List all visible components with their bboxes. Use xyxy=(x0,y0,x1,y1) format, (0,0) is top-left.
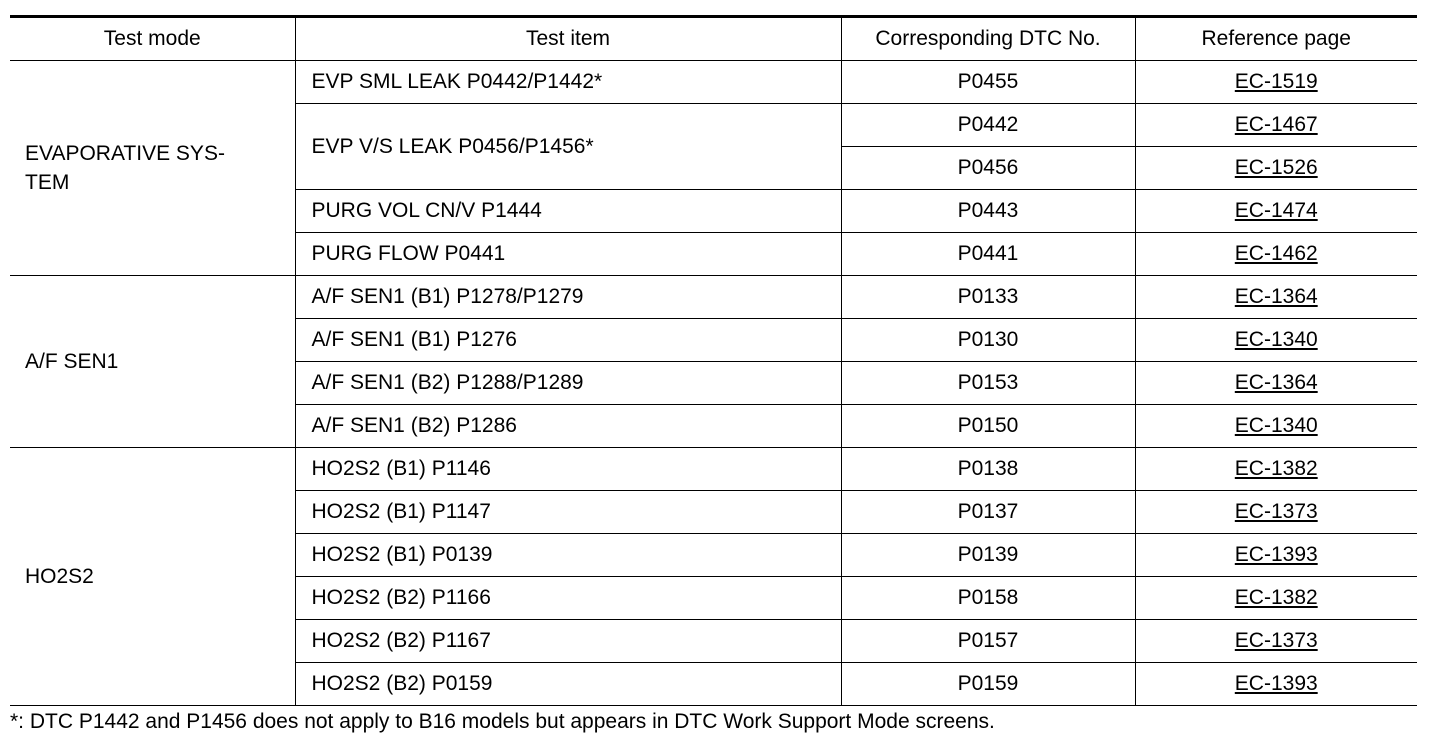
header-test-mode: Test mode xyxy=(10,17,295,61)
test-mode-cell xyxy=(10,61,295,276)
table-row xyxy=(10,61,1417,104)
header-row xyxy=(10,17,1417,61)
dtc-number-cell: P0456 xyxy=(841,147,1135,190)
reference-page-cell xyxy=(1135,534,1417,577)
reference-page-link[interactable]: EC-1393 xyxy=(1234,543,1318,566)
dtc-number-cell: P0139 xyxy=(841,534,1135,577)
reference-page-cell xyxy=(1135,190,1417,233)
reference-page-link[interactable]: EC-1364 xyxy=(1234,371,1318,394)
footnote: *: DTC P1442 and P1456 does not apply to B16 models but appears in DTC Work Support Mode screens. xyxy=(10,710,995,733)
reference-page-cell xyxy=(1135,61,1417,104)
test-item-cell: HO2S2 (B1) P0139 xyxy=(295,534,841,577)
reference-page-link[interactable]: EC-1373 xyxy=(1234,500,1318,523)
reference-page-cell xyxy=(1135,147,1417,190)
reference-page-link[interactable]: EC-1340 xyxy=(1234,414,1318,437)
dtc-number-cell: P0133 xyxy=(841,276,1135,319)
test-item-cell: A/F SEN1 (B2) P1288/P1289 xyxy=(295,362,841,405)
table-body xyxy=(10,61,1417,706)
test-item-cell: HO2S2 (B2) P0159 xyxy=(295,663,841,706)
test-item-cell: PURG VOL CN/V P1444 xyxy=(295,190,841,233)
dtc-number-cell: P0150 xyxy=(841,405,1135,448)
test-item-cell: HO2S2 (B2) P1166 xyxy=(295,577,841,620)
reference-page-link[interactable]: EC-1340 xyxy=(1234,328,1318,351)
reference-page-cell xyxy=(1135,319,1417,362)
dtc-number-cell: P0157 xyxy=(841,620,1135,663)
header-dtc-no: Corresponding DTC No. xyxy=(841,17,1135,61)
reference-page-link[interactable]: EC-1462 xyxy=(1234,242,1318,265)
dtc-work-support-table xyxy=(10,15,1417,706)
reference-page-link[interactable]: EC-1364 xyxy=(1234,285,1318,308)
reference-page-link[interactable]: EC-1526 xyxy=(1234,156,1318,179)
reference-page-link[interactable]: EC-1382 xyxy=(1234,457,1318,480)
header-reference-page: Reference page xyxy=(1135,17,1417,61)
test-item-cell: EVP SML LEAK P0442/P1442* xyxy=(295,61,841,104)
reference-page-link[interactable]: EC-1373 xyxy=(1234,629,1318,652)
dtc-number-cell: P0159 xyxy=(841,663,1135,706)
reference-page-cell xyxy=(1135,663,1417,706)
test-mode-label: HO2S2 xyxy=(25,565,94,588)
dtc-number-cell: P0138 xyxy=(841,448,1135,491)
test-mode-label: A/F SEN1 xyxy=(25,350,119,373)
reference-page-cell xyxy=(1135,405,1417,448)
dtc-number-cell: P0153 xyxy=(841,362,1135,405)
dtc-number-cell: P0455 xyxy=(841,61,1135,104)
dtc-number-cell: P0130 xyxy=(841,319,1135,362)
reference-page-link[interactable]: EC-1467 xyxy=(1234,113,1318,136)
table-header xyxy=(10,17,1417,61)
dtc-number-cell: P0137 xyxy=(841,491,1135,534)
test-item-cell: PURG FLOW P0441 xyxy=(295,233,841,276)
test-item-cell: EVP V/S LEAK P0456/P1456* xyxy=(295,104,841,190)
reference-page-cell xyxy=(1135,276,1417,319)
reference-page-link[interactable]: EC-1474 xyxy=(1234,199,1318,222)
table-row xyxy=(10,276,1417,319)
reference-page-cell xyxy=(1135,448,1417,491)
reference-page-cell xyxy=(1135,233,1417,276)
dtc-number-cell: P0158 xyxy=(841,577,1135,620)
reference-page-link[interactable]: EC-1519 xyxy=(1234,70,1318,93)
reference-page-cell xyxy=(1135,577,1417,620)
reference-page-link[interactable]: EC-1382 xyxy=(1234,586,1318,609)
dtc-number-cell: P0442 xyxy=(841,104,1135,147)
reference-page-cell xyxy=(1135,104,1417,147)
table-row xyxy=(10,448,1417,491)
test-item-cell: HO2S2 (B1) P1146 xyxy=(295,448,841,491)
test-mode-label: EVAPORATIVE SYS-TEM xyxy=(25,142,225,194)
test-item-cell: HO2S2 (B1) P1147 xyxy=(295,491,841,534)
test-item-cell: HO2S2 (B2) P1167 xyxy=(295,620,841,663)
reference-page-cell xyxy=(1135,491,1417,534)
header-test-item: Test item xyxy=(295,17,841,61)
dtc-number-cell: P0441 xyxy=(841,233,1135,276)
test-mode-cell xyxy=(10,276,295,448)
reference-page-cell xyxy=(1135,362,1417,405)
test-item-cell: A/F SEN1 (B1) P1278/P1279 xyxy=(295,276,841,319)
test-item-cell: A/F SEN1 (B1) P1276 xyxy=(295,319,841,362)
test-item-cell: A/F SEN1 (B2) P1286 xyxy=(295,405,841,448)
test-mode-cell xyxy=(10,448,295,706)
reference-page-cell xyxy=(1135,620,1417,663)
reference-page-link[interactable]: EC-1393 xyxy=(1234,672,1318,695)
dtc-number-cell: P0443 xyxy=(841,190,1135,233)
